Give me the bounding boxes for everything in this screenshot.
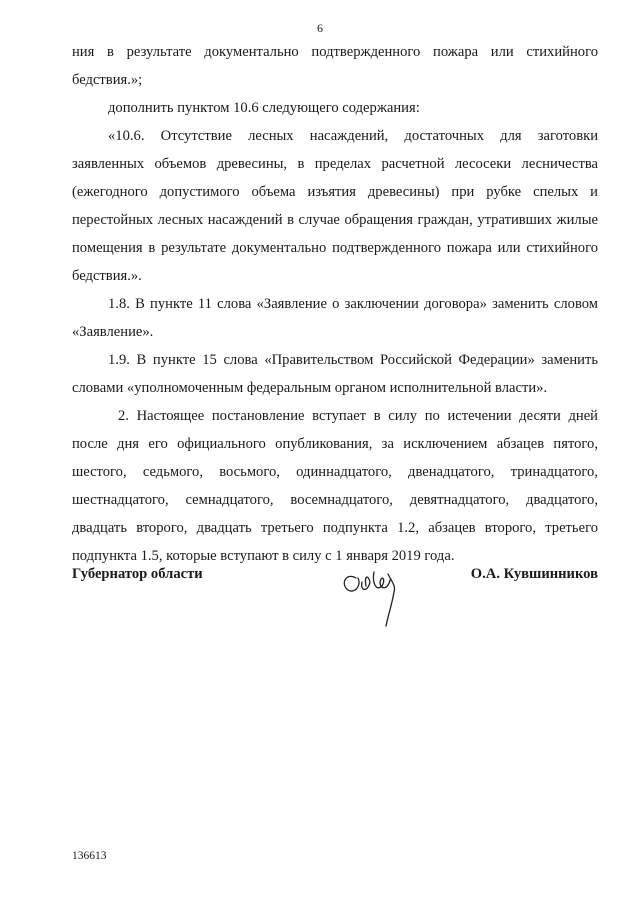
signer-title: Губернатор области (72, 566, 203, 582)
signature-block (72, 552, 598, 632)
paragraph-item-1-9: 1.9. В пункте 15 слова «Правительством Российской Федерации» заменить словами «уполномоченным федеральным органом исполнительной власти». (72, 352, 598, 396)
handwritten-signature (338, 552, 428, 632)
document-body (72, 38, 598, 570)
paragraph-item-2: 2. Настоящее постановление вступает в силу по истечении десяти дней после дня его официального опубликования, за исключением абзацев пятого, шестого, седьмого, восьмого, одиннадцатого, двенадцатого, тринадцатого, шестнадцатого, семнадцатого, восемнадцатого, девятнадцатого, двадцатого, двадцать второго, двадцать третьего подпункта 1.2, абзацев второго, третьего подпункта 1.5, которые вступают в силу с 1 января 2019 года. (72, 408, 598, 564)
paragraph-item-1-8: 1.8. В пункте 11 слова «Заявление о заключении договора» заменить словом «Заявление». (72, 296, 598, 340)
signer-name: О.А. Кувшинников (470, 566, 598, 582)
paragraph-clause-10-6: «10.6. Отсутствие лесных насаждений, достаточных для заготовки заявленных объемов древесины, в пределах расчетной лесосеки лесничества (ежегодного допустимого объема изъятия древесины) при рубке спелых и перестойных лесных насаждений в случае обращения граждан, утративших жилые помещения в результате документально подтвержденного пожара или стихийного бедствия.». (72, 128, 598, 284)
page-number: 6 (317, 21, 323, 35)
paragraph-amendment-intro: дополнить пунктом 10.6 следующего содержания: (108, 100, 420, 116)
document-code: 136613 (72, 850, 107, 862)
paragraph-continuation: ния в результате документально подтвержденного пожара или стихийного бедствия.»; (72, 44, 598, 88)
